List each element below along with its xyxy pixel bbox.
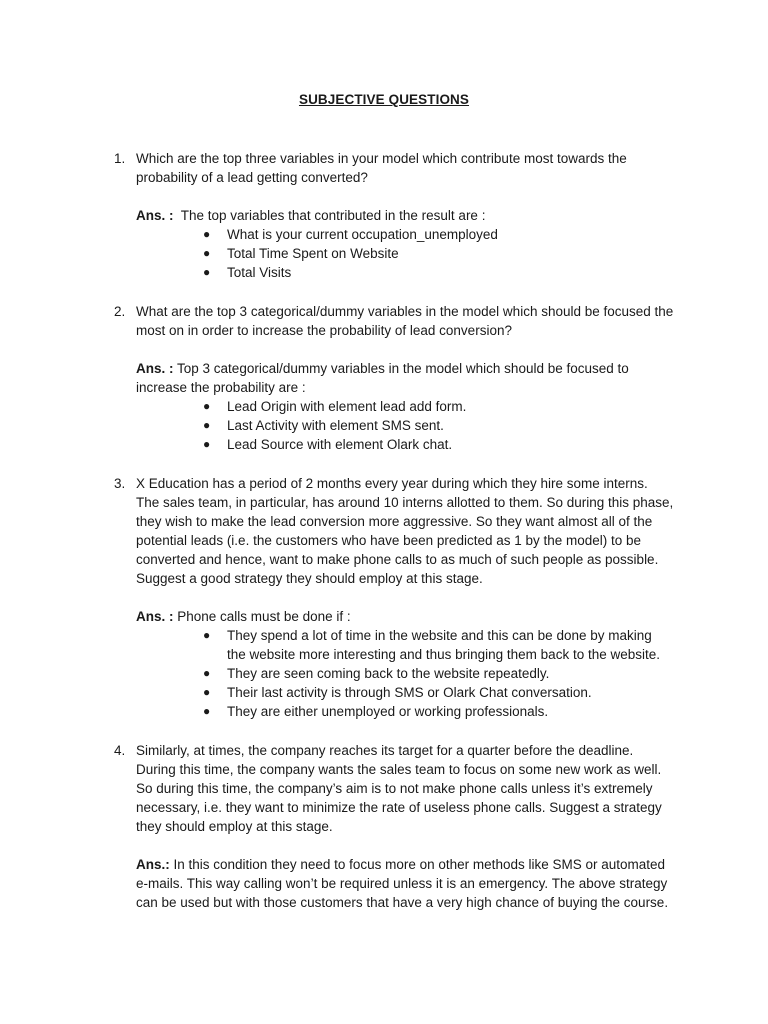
answer-bullet-list <box>114 626 674 721</box>
list-item: ● They are either unemployed or working professionals. <box>203 704 549 719</box>
question-number: 1. <box>114 151 126 166</box>
list-item: ● Their last activity is through SMS or Olark Chat conversation. <box>203 685 592 700</box>
answer-3 <box>136 607 674 626</box>
answer-label: Ans. : <box>136 609 174 624</box>
question-number: 4. <box>114 743 126 758</box>
answer-bullet-list <box>114 397 674 454</box>
bullet-icon: ● <box>203 704 211 718</box>
bullet-icon: ● <box>203 418 211 432</box>
bullet-icon: ● <box>203 437 211 451</box>
question-3 <box>114 474 674 721</box>
list-item: ● Total Time Spent on Website <box>203 246 399 261</box>
question-text: Which are the top three variables in your model which contribute most towards the probability of a lead getting converted? <box>136 151 627 185</box>
question-number: 3. <box>114 476 126 491</box>
question-text: What are the top 3 categorical/dummy variables in the model which should be focused the most on in order to increase the probability of lead conversion? <box>136 304 674 338</box>
bullet-icon: ● <box>203 265 211 279</box>
bullet-icon: ● <box>203 628 211 642</box>
list-item: ● They are seen coming back to the website repeatedly. <box>203 666 550 681</box>
answer-label: Ans.: <box>136 857 170 872</box>
question-number: 2. <box>114 304 126 319</box>
list-item: ● Last Activity with element SMS sent. <box>203 418 444 433</box>
list-item: ● What is your current occupation_unemployed <box>203 227 498 242</box>
bullet-icon: ● <box>203 666 211 680</box>
answer-label: Ans. : <box>136 208 174 223</box>
answer-2 <box>136 359 674 397</box>
answer-4 <box>136 855 674 912</box>
answer-text: Phone calls must be done if : <box>173 609 351 624</box>
question-text: Similarly, at times, the company reaches its target for a quarter before the deadline. During this time, the company wants the sales team to focus on some new work as well. So during this time, the company’s aim is to not make phone calls unless it’s extremely necessary, i.e. they want to minimize the rate of useless phone calls. Suggest a strategy they should employ at this stage. <box>136 743 662 834</box>
answer-1 <box>136 206 674 225</box>
bullet-icon: ● <box>203 685 211 699</box>
answer-text: Top 3 categorical/dummy variables in the model which should be focused to increase the probability are : <box>136 361 633 395</box>
list-item: ● Total Visits <box>203 265 292 280</box>
bullet-icon: ● <box>203 227 211 241</box>
bullet-icon: ● <box>203 246 211 260</box>
page-title: SUBJECTIVE QUESTIONS <box>298 92 470 107</box>
answer-text: In this condition they need to focus more on other methods like SMS or automated e-mails. This way calling won’t be required unless it is an emergency. The above strategy can be used but with those customers that have a very high chance of buying the course. <box>136 857 672 910</box>
list-item: ● They spend a lot of time in the website and this can be done by making the website more interesting and thus bringing them back to the website. <box>203 628 660 662</box>
question-text: X Education has a period of 2 months every year during which they hire some interns. The sales team, in particular, has around 10 interns allotted to them. So during this phase, they wish to make the lead conversion more aggressive. So they want almost all of the potential leads (i.e. the customers who have been predicted as 1 by the model) to be converted and hence, want to make phone calls to as much of such people as possible. Suggest a good strategy they should employ at this stage. <box>136 476 674 586</box>
question-4 <box>114 741 674 912</box>
question-2 <box>114 302 674 454</box>
question-1 <box>114 149 674 282</box>
answer-label: Ans. : <box>136 361 174 376</box>
list-item: ● Lead Origin with element lead add form. <box>203 399 467 414</box>
list-item: ● Lead Source with element Olark chat. <box>203 437 453 452</box>
answer-text: The top variables that contributed in the result are : <box>173 208 486 223</box>
bullet-icon: ● <box>203 399 211 413</box>
answer-bullet-list <box>114 225 674 282</box>
